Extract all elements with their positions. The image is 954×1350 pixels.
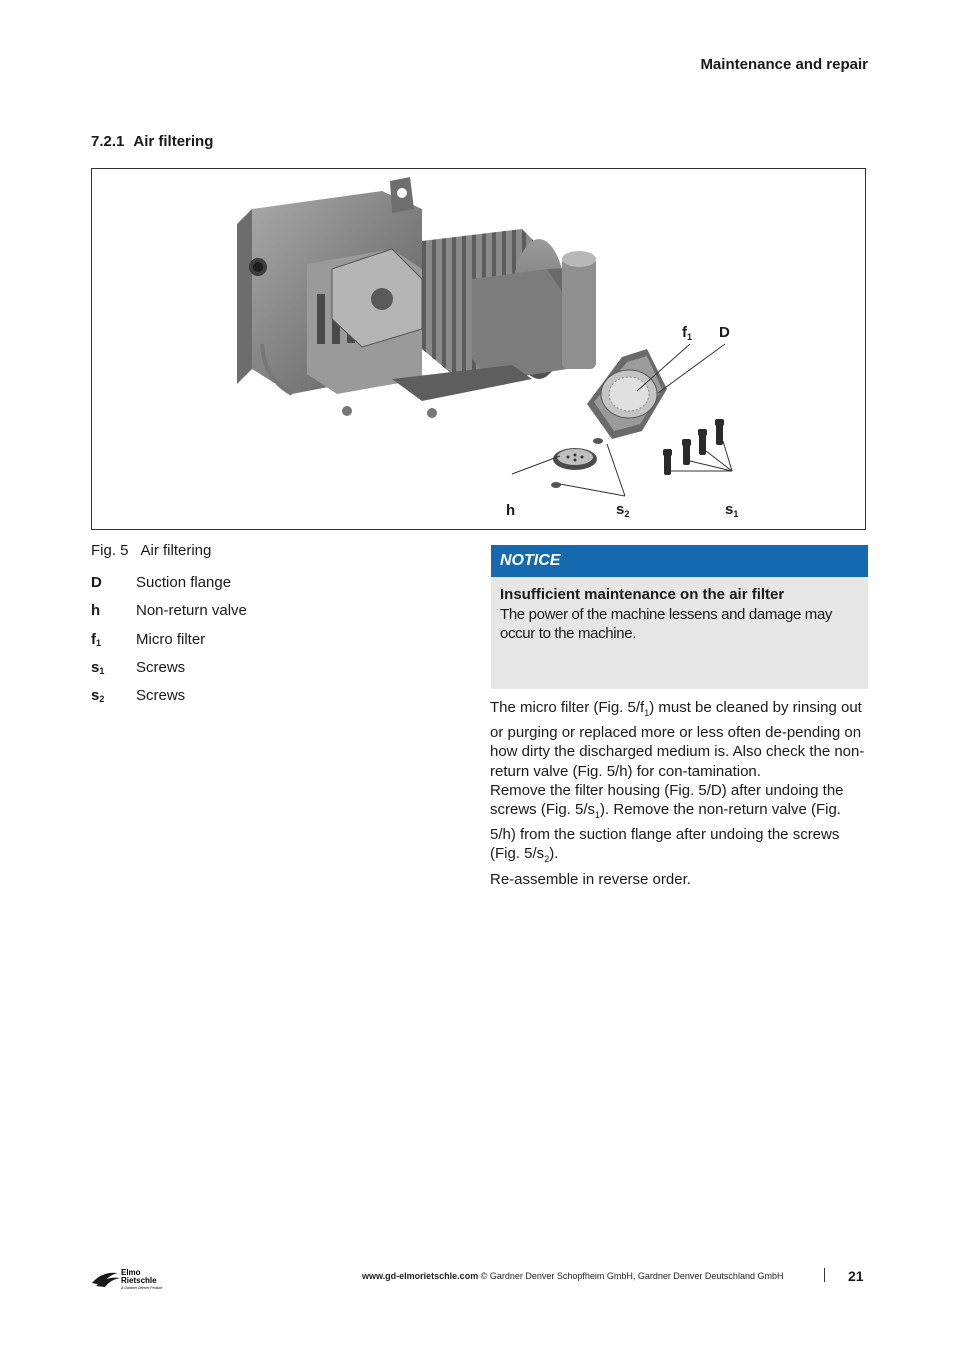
- legend-key: h: [91, 602, 101, 620]
- pump-illustration: [92, 169, 867, 531]
- callout-s2: $s_2$: [616, 501, 630, 519]
- legend-label: Non-return valve: [136, 602, 247, 620]
- footer-divider: [824, 1268, 825, 1282]
- paragraph: Remove the filter housing (Fig. 5/D) after undoing the screws (Fig. $5/s_1$). Remove the non-return valve (Fig. 5/h) from the suction flange after undoing the screws (Fig. $5/s_2$).: [490, 781, 844, 865]
- footer-text: [362, 1271, 783, 1281]
- running-header: Maintenance and repair: [700, 56, 868, 73]
- footer-url[interactable]: www.gd-elmorietschle.com: [362, 1271, 479, 1281]
- figure-legend: [91, 574, 247, 715]
- notice-title: Insufficient maintenance on the air filter: [500, 586, 785, 603]
- legend-item: [91, 659, 247, 687]
- svg-text:Rietschle: Rietschle: [121, 1276, 157, 1285]
- legend-item: [91, 687, 247, 715]
- notice-text: The power of the machine lessens and damage may occur to the machine.: [500, 605, 833, 642]
- callout-f1: $f_1$: [682, 324, 693, 342]
- section-heading: [91, 133, 213, 150]
- legend-item: [91, 574, 247, 602]
- elmo-rietschle-logo: [90, 1265, 170, 1291]
- figure-number: Fig. 5: [91, 542, 129, 559]
- section-number: 7.2.1: [91, 133, 125, 150]
- legend-label: Micro filter: [136, 630, 206, 648]
- section-title: Air filtering: [133, 133, 214, 150]
- legend-key: $s_2$: [91, 687, 105, 705]
- legend-label: Screws: [136, 658, 186, 676]
- legend-key: D: [91, 574, 102, 591]
- legend-label: Suction flange: [136, 574, 232, 591]
- figure-frame: [91, 168, 866, 530]
- svg-text:A Gardner Denver Product: A Gardner Denver Product: [121, 1286, 163, 1290]
- callout-s1: $s_1$: [725, 501, 739, 519]
- body-text: [490, 698, 870, 889]
- paragraph: The micro filter (Fig. $5/f_1$) must be cleaned by rinsing out or purging or replaced more or less often de-pending on how dirty the discharged medium is. Also check the non-return valve (Fig. 5/h) for con-tamination.: [490, 699, 865, 780]
- page-number: 21: [848, 1268, 864, 1284]
- notice-body: [491, 577, 868, 689]
- callout-D: D: [719, 324, 730, 341]
- legend-label: Screws: [136, 687, 186, 705]
- paragraph: Re-assemble in reverse order.: [490, 870, 691, 888]
- callout-h: h: [506, 502, 516, 519]
- svg-text:Elmo: Elmo: [121, 1268, 141, 1277]
- filter-housing: [587, 349, 667, 439]
- legend-item: [91, 631, 247, 659]
- legend-key: $f_1$: [91, 630, 102, 648]
- legend-key: $s_1$: [91, 658, 105, 676]
- figure-caption-text: Air filtering: [140, 542, 212, 559]
- footer-copyright: © Gardner Denver Schopfheim GmbH, Gardner Denver Deutschland GmbH: [478, 1271, 784, 1281]
- notice-header: NOTICE: [491, 545, 868, 577]
- figure-caption: [91, 542, 211, 559]
- legend-item: [91, 602, 247, 630]
